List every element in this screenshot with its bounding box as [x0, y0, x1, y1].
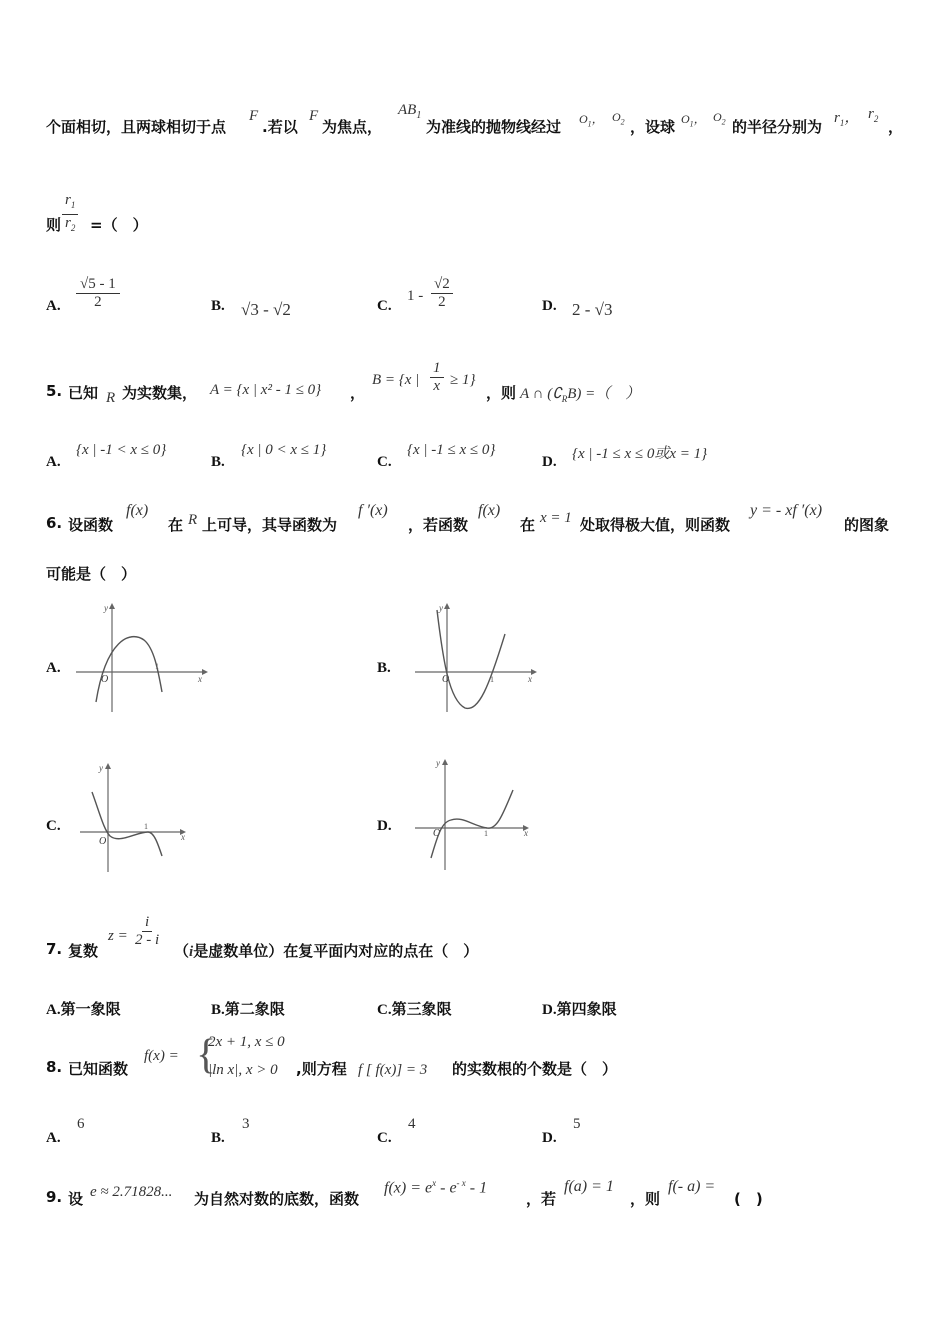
q4-options — [46, 276, 906, 328]
q5-options — [46, 440, 906, 474]
q8-number: 8. — [46, 1058, 63, 1076]
q7-option-c-text: 第三象限 — [391, 1000, 452, 1018]
q4-text-4: 为准线的抛物线经过 — [426, 118, 562, 136]
q6-graph-b-x-label: x — [528, 674, 532, 684]
q6-graph-c-tick: 1 — [144, 822, 148, 831]
q6-graph-d-y-arrow — [442, 759, 448, 765]
q5-stem — [46, 360, 906, 412]
q6-text-4: ，若函数 — [408, 516, 469, 534]
q4-option-a-label: A. — [46, 298, 61, 314]
q7-option-c-label: C. — [377, 1002, 392, 1018]
q4-point-f: F — [249, 108, 259, 124]
q4-o1-b — [681, 110, 706, 128]
q6-graph-c-y-label: y — [99, 763, 103, 773]
q4-option-d-value: 2 - √3 — [572, 300, 613, 319]
q7-text-2 — [174, 940, 478, 961]
q6-text-7: 的图象 — [844, 516, 890, 534]
q5-r: R — [106, 390, 116, 406]
q6-graph-a-y-arrow — [109, 603, 115, 609]
q5-set-b-pre: B = {x | — [372, 372, 420, 388]
q6-number: 6. — [46, 514, 63, 532]
q8-case-1: 2x + 1, x ≤ 0 — [208, 1034, 285, 1050]
q6-option-b-label: B. — [377, 660, 391, 676]
q6-graph-b-origin: O — [442, 674, 450, 685]
q4-r2-sub: 2 — [873, 114, 879, 124]
q5-option-d-value: {x | -1 ≤ x ≤ 0或x = 1} — [572, 446, 708, 462]
q7-option-c[interactable] — [377, 998, 452, 1019]
q6-text-1: 设函数 — [68, 516, 114, 534]
q7-option-a-label: A. — [46, 1002, 61, 1018]
q4-option-a-num: √5 - 1 — [76, 276, 120, 294]
q6-graph-a-x-arrow — [202, 669, 208, 675]
q6-graph-a — [74, 600, 244, 720]
q5-option-b-label: B. — [211, 454, 225, 470]
q5-set-a: A = {x | x² - 1 ≤ 0} — [210, 382, 322, 398]
q4-option-b-value: √3 - √2 — [241, 300, 291, 319]
q7-paren: （ — [174, 942, 190, 960]
q9-fma: f(- a) = — [668, 1178, 716, 1195]
q4-equals: =（ ） — [90, 216, 148, 234]
q4-o2-text: O — [612, 110, 621, 124]
q9-stem — [46, 1176, 906, 1210]
q4-o2-b-text: O — [713, 110, 722, 124]
q9-text-4: ，则 — [630, 1190, 661, 1208]
q6-option-d[interactable] — [377, 752, 577, 878]
q6-option-d-label: D. — [377, 818, 392, 834]
q4-text-1: 个面相切，且两球相切于点 — [46, 118, 227, 136]
q5-option-d-label: D. — [542, 454, 557, 470]
q9-text-5: ( ) — [734, 1190, 763, 1208]
q7-i: i — [189, 944, 194, 960]
q4-ratio-den — [62, 215, 78, 237]
q5-option-c-label: C. — [377, 454, 392, 470]
q6-graph-c-x-label: x — [181, 832, 185, 842]
q9-text-3: ，若 — [526, 1190, 557, 1208]
q4-r2 — [868, 106, 878, 124]
q5-text-2: 为实数集， — [122, 384, 198, 402]
q5-expr-post: B) =（ ） — [567, 386, 641, 402]
q6-f1: f(x) — [126, 502, 149, 519]
q9-sup-2: - x — [456, 1178, 466, 1188]
q4-line-ab-sub: 1 — [416, 110, 422, 121]
q4-option-c-value: 1 - — [407, 288, 424, 304]
q6-graph-c — [76, 758, 246, 878]
q6-graph-a-y-label: y — [104, 603, 108, 613]
q4-r1-text: r — [834, 110, 840, 126]
q7-option-a[interactable] — [46, 998, 121, 1019]
q6-stem — [46, 500, 916, 534]
q5-text-1: 已知 — [68, 384, 99, 402]
q6-graph-d-y-label: y — [436, 758, 440, 768]
q6-graph-c-origin: O — [99, 836, 107, 847]
q5-option-c-value: {x | -1 ≤ x ≤ 0} — [407, 442, 496, 458]
q5-number: 5. — [46, 382, 63, 400]
q4-text-7: ， — [888, 118, 904, 136]
q8-options — [46, 1114, 906, 1148]
q6-line2: 可能是（ ） — [46, 565, 137, 583]
q7-option-d-label: D. — [542, 1002, 557, 1018]
q8-case-2: |ln x|, x > 0 — [208, 1062, 278, 1078]
q4-r1 — [834, 106, 859, 128]
q6-graph-b — [403, 600, 573, 720]
q4-r2-text: r — [868, 106, 874, 122]
q4-option-c-label: C. — [377, 298, 392, 314]
q8-option-b-label: B. — [211, 1130, 225, 1146]
q6-text-3: 上可导，其导函数为 — [202, 516, 338, 534]
q4-ratio — [62, 192, 78, 237]
q6-graph-b-y-label: y — [439, 603, 443, 613]
q5-text-4: ，则 — [486, 384, 517, 402]
q8-text-3: 的实数根的个数是（ ） — [452, 1060, 618, 1078]
q4-sep-1: ， — [591, 112, 604, 126]
q9-text-1: 设 — [68, 1190, 84, 1208]
q4-sep-2: ， — [693, 112, 706, 126]
q5-text-3: ， — [350, 384, 366, 402]
q4-ratio-den-r: r — [65, 215, 71, 231]
q6-graph-a-x-label: x — [198, 674, 202, 684]
q5-expr-sub: R — [561, 394, 568, 404]
q7-rest: 是虚数单位）在复平面内对应的点在（ ） — [193, 942, 479, 960]
q4-ratio-num — [62, 192, 78, 215]
q8-fx: f(x) = — [144, 1048, 179, 1064]
q7-fraction — [132, 914, 162, 949]
q6-option-c-label: C. — [46, 818, 61, 834]
q7-option-b-label: B. — [211, 1002, 225, 1018]
q8-option-b-value: 3 — [242, 1116, 250, 1132]
q8-option-c-label: C. — [377, 1130, 392, 1146]
q6-graph-b-tick: 1 — [490, 675, 494, 684]
q6-graph-a-origin: O — [101, 674, 109, 685]
q6-f3: f(x) — [478, 502, 501, 519]
q4-o2-sub: 2 — [620, 117, 625, 127]
q6-graph-d-x-label: x — [524, 828, 528, 838]
q7-option-b[interactable] — [211, 998, 285, 1019]
q7-text-1: 复数 — [68, 942, 99, 960]
q6-graph-d-curve — [431, 790, 513, 858]
q6-text-6: 处取得极大值，则函数 — [580, 516, 731, 534]
q6-text-5: 在 — [520, 516, 536, 534]
q4-o1-text: O — [579, 112, 588, 126]
q4-text-6: 的半径分别为 — [732, 118, 823, 136]
q8-option-d-label: D. — [542, 1130, 557, 1146]
q9-e: e ≈ 2.71828... — [90, 1184, 173, 1200]
q7-number: 7. — [46, 940, 63, 958]
q6-graph-b-y-arrow — [444, 603, 450, 609]
q9-sup-1: x — [432, 1178, 437, 1188]
q4-o2-b-sub: 2 — [721, 117, 726, 127]
q4-option-a-den: 2 — [94, 294, 102, 310]
q4-ratio-den-sub: 2 — [70, 223, 76, 233]
q4-option-c-frac — [431, 276, 453, 311]
q5-expr — [520, 382, 640, 404]
q9-function — [384, 1178, 487, 1197]
q5-set-b-num: 1 — [430, 360, 444, 378]
q4-option-c-den: 2 — [438, 294, 446, 310]
q7-numerator: i — [142, 914, 152, 932]
q9-text-2: 为自然对数的底数，函数 — [194, 1190, 360, 1208]
q6-r: R — [188, 512, 198, 528]
q8-brace: { — [196, 1032, 217, 1078]
q5-set-b-post: ≥ 1} — [450, 372, 476, 388]
q4-r1-sub: 1 — [839, 118, 845, 128]
q8-option-d-value: 5 — [573, 1116, 581, 1132]
q6-option-a-label: A. — [46, 660, 61, 676]
q8-option-a-label: A. — [46, 1130, 61, 1146]
q6-graph-d-origin: O — [433, 828, 441, 839]
q6-option-c[interactable] — [46, 758, 246, 878]
q4-ratio-num-sub: 1 — [70, 200, 76, 210]
q6-graph-d-tick: 1 — [484, 829, 488, 838]
q5-option-a-label: A. — [46, 454, 61, 470]
q7-option-a-text: 第一象限 — [60, 1000, 121, 1018]
q5-set-b-frac — [430, 360, 444, 395]
q4-option-d-label: D. — [542, 298, 557, 314]
q7-stem — [46, 914, 906, 964]
q6-graph-a-tick: 1 — [155, 662, 159, 671]
q4-option-a-value — [76, 276, 120, 311]
q4-o1-sub: 1 — [587, 119, 592, 129]
q6-f4: y = - xf ′(x) — [750, 502, 823, 519]
q6-graph-a-curve — [96, 637, 162, 702]
q6-option-a[interactable] — [46, 600, 246, 720]
q8-text-1: 已知函数 — [68, 1060, 129, 1078]
q9-fa: f(a) = 1 — [564, 1178, 614, 1195]
q7-z-eq: z = — [108, 928, 128, 944]
q5-option-a-value: {x | -1 < x ≤ 0} — [76, 442, 167, 458]
q8-option-a-value: 6 — [77, 1116, 85, 1132]
q6-graph-c-y-arrow — [105, 763, 111, 769]
q6-f2: f ′(x) — [358, 502, 388, 519]
q9-mid: - e — [436, 1179, 457, 1197]
q7-option-d[interactable] — [542, 998, 617, 1019]
q8-stem — [46, 1032, 906, 1088]
q4-then: 则 — [46, 216, 62, 234]
q9-end: - 1 — [465, 1179, 488, 1197]
q4-o1-b-text: O — [681, 112, 690, 126]
q4-o2-b — [713, 110, 726, 126]
q7-option-d-text: 第四象限 — [556, 1000, 617, 1018]
q4-o2 — [612, 110, 625, 126]
q8-eq: f [ f(x)] = 3 — [358, 1062, 428, 1078]
q4-o1 — [579, 110, 604, 128]
q7-option-b-text: 第二象限 — [224, 1000, 285, 1018]
q6-option-b[interactable] — [377, 600, 577, 720]
q4-line-ab-text: AB — [398, 102, 417, 118]
q4-sep-3: ， — [844, 110, 860, 126]
q4-focus-f: F — [309, 108, 319, 124]
q8-option-c-value: 4 — [408, 1116, 416, 1132]
q9-fx: f(x) = e — [384, 1179, 433, 1197]
q4-line-ab — [398, 102, 421, 121]
q5-expr-main: A ∩ (∁ — [520, 386, 562, 402]
q4-text-3: 为焦点， — [322, 118, 383, 136]
q7-options — [46, 998, 906, 1022]
q4-ratio-num-r: r — [65, 192, 71, 208]
q7-denominator: 2 - i — [135, 932, 160, 948]
q4-option-c-num: √2 — [431, 276, 453, 294]
q4-o1-b-sub: 1 — [689, 119, 694, 129]
q9-number: 9. — [46, 1188, 63, 1206]
q8-text-2: ,则方程 — [296, 1060, 347, 1078]
q6-text-2: 在 — [168, 516, 184, 534]
q6-x1: x = 1 — [540, 510, 572, 526]
q4-text-2: .若以 — [262, 118, 298, 136]
q5-option-b-value: {x | 0 < x ≤ 1} — [241, 442, 327, 458]
q4-text-5: ，设球 — [630, 118, 676, 136]
q6-graph-d — [411, 752, 581, 878]
q5-set-b-den: x — [433, 378, 441, 394]
q4-option-b-label: B. — [211, 298, 225, 314]
